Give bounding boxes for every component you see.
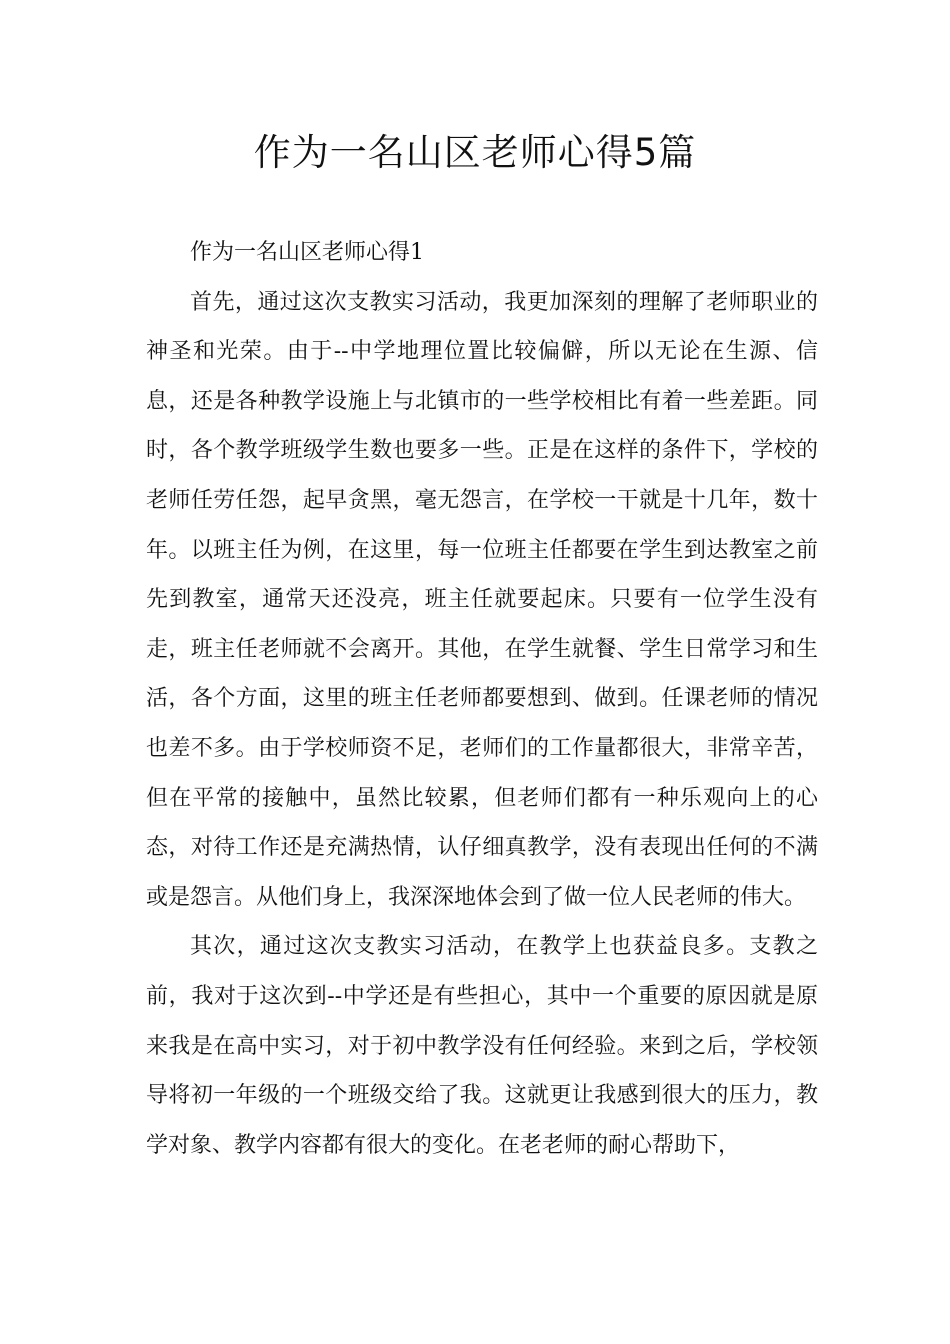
section-heading: 作为一名山区老师心得1: [190, 240, 424, 265]
document-body: [146, 228, 818, 1170]
paragraph: 其次，通过这次支教实习活动，在教学上也获益良多。支教之前，我对于这次到--中学还是有些担心，其中一个重要的原因就是原来我是在高中实习，对于初中教学没有任何经验。来到之后，学校领导将初一年级的一个班级交给了我。这就更让我感到很大的压力，教学对象、教学内容都有很大的变化。在老老师的耐心帮助下，: [146, 934, 818, 1158]
paragraph: 首先，通过这次支教实习活动，我更加深刻的理解了老师职业的神圣和光荣。由于--中学地理位置比较偏僻，所以无论在生源、信息，还是各种教学设施上与北镇市的一些学校相比有着一些差距。同时，各个教学班级学生数也要多一些。正是在这样的条件下，学校的老师任劳任怨，起早贪黑，毫无怨言，在学校一干就是十几年，数十年。以班主任为例，在这里，每一位班主任都要在学生到达教室之前先到教室，通常天还没亮，班主任就要起床。只要有一位学生没有走，班主任老师就不会离开。其他，在学生就餐、学生日常学习和生活，各个方面，这里的班主任老师都要想到、做到。任课老师的情况也差不多。由于学校师资不足，老师们的工作量都很大，非常辛苦，但在平常的接触中，虽然比较累，但老师们都有一种乐观向上的心态，对待工作还是充满热情，认仔细真教学，没有表现出任何的不满或是怨言。从他们身上，我深深地体会到了做一位人民老师的伟大。: [146, 289, 818, 910]
document-title: 作为一名山区老师心得5篇: [253, 131, 697, 174]
